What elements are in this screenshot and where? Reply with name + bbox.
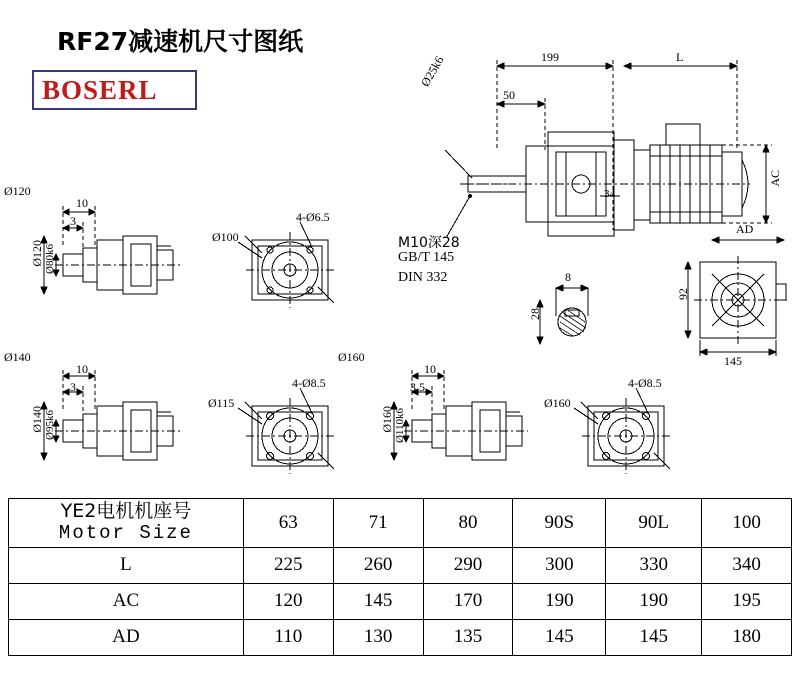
cell-L-63: 225 bbox=[243, 547, 333, 583]
label-dim-145: 145 bbox=[724, 354, 742, 368]
label-dim-3-a: 3 bbox=[70, 214, 76, 228]
table-header-row bbox=[9, 499, 792, 548]
label-d100: Ø100 bbox=[212, 230, 239, 244]
label-dim-3-b: 3 bbox=[70, 380, 76, 394]
cell-AD-100: 180 bbox=[702, 619, 792, 655]
cell-AD-63: 110 bbox=[243, 619, 333, 655]
label-thread-note-3: DIN 332 bbox=[398, 270, 448, 285]
label-d120-left: Ø120 bbox=[4, 184, 31, 198]
cell-L-71: 260 bbox=[333, 547, 423, 583]
label-dim-199: 199 bbox=[541, 50, 559, 64]
cell-AC-80: 170 bbox=[423, 583, 513, 619]
cell-AC-90l: 190 bbox=[606, 583, 702, 619]
cell-L-90l: 330 bbox=[606, 547, 702, 583]
label-dim-10-c: 10 bbox=[424, 362, 436, 376]
label-dim-28: 28 bbox=[528, 308, 542, 320]
header-size-71: 71 bbox=[333, 499, 423, 548]
cell-L-80: 290 bbox=[423, 547, 513, 583]
cell-AD-90l: 145 bbox=[606, 619, 702, 655]
logo-text: BOSERL bbox=[42, 74, 158, 105]
label-d140-left: Ø140 bbox=[4, 350, 31, 364]
cell-L-100: 340 bbox=[702, 547, 792, 583]
label-d95k6: Ø95k6 bbox=[44, 410, 56, 440]
table-row bbox=[9, 619, 792, 655]
header-size-80: 80 bbox=[423, 499, 513, 548]
cell-L-90s: 300 bbox=[513, 547, 606, 583]
label-dim-10-b: 10 bbox=[76, 362, 88, 376]
spec-table bbox=[8, 498, 792, 656]
label-thread-note-2: GB/T 145 bbox=[398, 250, 455, 265]
label-d25k6: Ø25k6 bbox=[418, 53, 447, 89]
label-d120-inner: Ø120 bbox=[30, 240, 44, 267]
header-size-90l: 90L bbox=[606, 499, 702, 548]
label-d140-inner: Ø140 bbox=[30, 406, 44, 433]
header-size-90s: 90S bbox=[513, 499, 606, 548]
label-dim-10-a: 10 bbox=[76, 196, 88, 210]
label-holes-85-b: 4-Ø8.5 bbox=[628, 376, 662, 390]
cell-AD-71: 130 bbox=[333, 619, 423, 655]
label-d160-inner: Ø160 bbox=[380, 406, 394, 433]
header-size-63: 63 bbox=[243, 499, 333, 548]
cell-AC-63: 120 bbox=[243, 583, 333, 619]
label-dim-AC: AC bbox=[768, 170, 782, 187]
label-dim-92: 92 bbox=[676, 288, 690, 300]
header-motor-size-en: Motor Size bbox=[58, 521, 193, 544]
cell-AC-100: 195 bbox=[702, 583, 792, 619]
cell-AC-90s: 190 bbox=[513, 583, 606, 619]
page-title: RF27减速机尺寸图纸 bbox=[57, 27, 304, 56]
cell-AD-90s: 145 bbox=[513, 619, 606, 655]
row-label-L: L bbox=[9, 547, 244, 583]
table-row bbox=[9, 547, 792, 583]
label-dim-50: 50 bbox=[503, 88, 515, 102]
cell-AD-80: 135 bbox=[423, 619, 513, 655]
label-dim-L: L bbox=[676, 50, 684, 64]
label-d160-left: Ø160 bbox=[338, 350, 365, 364]
cell-AC-71: 145 bbox=[333, 583, 423, 619]
label-dim-8: 8 bbox=[565, 270, 571, 284]
label-thread-note-1: M10深28 bbox=[398, 235, 460, 251]
label-d160-flange: Ø160 bbox=[544, 396, 571, 410]
label-d80k6: Ø80k6 bbox=[44, 244, 56, 274]
header-size-100: 100 bbox=[702, 499, 792, 548]
label-dim-34: 34 bbox=[604, 188, 615, 200]
header-motor-size-cn: YE2电机机座号 bbox=[60, 500, 192, 522]
header-motor-size-cell bbox=[9, 499, 244, 548]
label-dim-AD: AD bbox=[736, 222, 754, 236]
row-label-AD: AD bbox=[9, 619, 244, 655]
label-d115: Ø115 bbox=[208, 396, 235, 410]
table-row bbox=[9, 583, 792, 619]
label-holes-65: 4-Ø6.5 bbox=[296, 210, 330, 224]
label-d110k6: Ø110k6 bbox=[394, 408, 406, 444]
label-dim-35-c: 3.5 bbox=[410, 380, 425, 394]
label-holes-85-a: 4-Ø8.5 bbox=[292, 376, 326, 390]
row-label-AC: AC bbox=[9, 583, 244, 619]
